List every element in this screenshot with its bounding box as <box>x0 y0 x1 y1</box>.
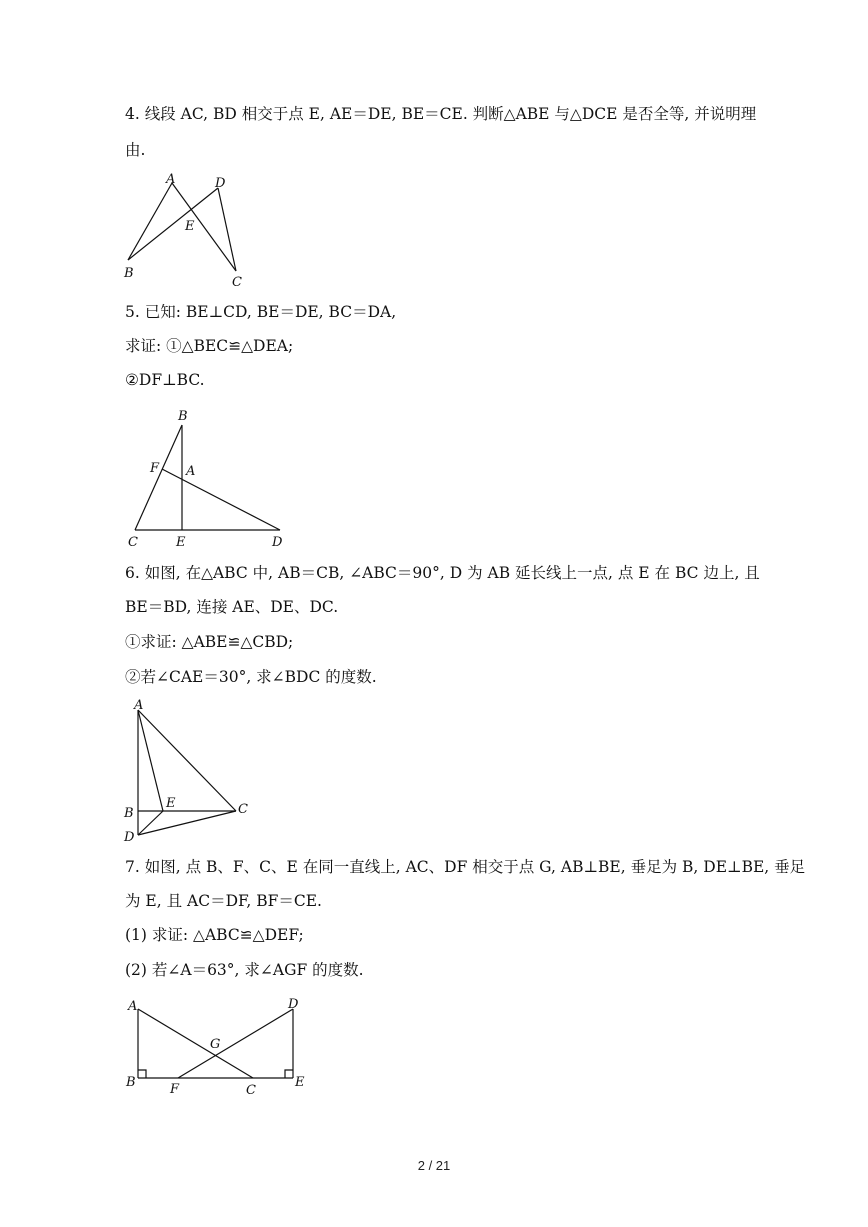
label-b: B <box>126 1075 136 1090</box>
label-b: B <box>124 266 134 281</box>
problem-5-line-2: 求证: ①△BEC≌△DEA; <box>125 337 294 355</box>
problem-6-line-4: ②若∠CAE＝30°, 求∠BDC 的度数. <box>125 668 377 686</box>
problem-7-line-1: 7. 如图, 点 B、F、C、E 在同一直线上, AC、DF 相交于点 G, AB⊥BE, 垂足为 B, DE⊥BE, 垂足 <box>125 858 806 876</box>
segment-ae <box>138 710 163 811</box>
problem-5-line-3: ②DF⊥BC. <box>125 371 205 389</box>
problem-7-line-3: (1) 求证: △ABC≌△DEF; <box>125 926 304 944</box>
label-f: F <box>170 1082 180 1097</box>
problem-7-figure <box>120 990 320 1100</box>
label-c: C <box>232 275 242 290</box>
problem-6-figure <box>118 695 268 850</box>
label-c: C <box>246 1083 256 1098</box>
page-number: 2 / 21 <box>417 1158 451 1173</box>
segment-bd <box>128 188 218 260</box>
label-a: A <box>134 698 144 713</box>
segment-fd <box>162 469 280 530</box>
label-e: E <box>166 796 176 811</box>
problem-4-line-2: 由. <box>125 141 146 159</box>
label-a: A <box>186 464 196 479</box>
right-angle-mark-e <box>285 1070 293 1078</box>
label-b: B <box>178 409 188 424</box>
label-b: B <box>124 806 134 821</box>
label-e: E <box>176 535 186 550</box>
problem-6-line-1: 6. 如图, 在△ABC 中, AB＝CB, ∠ABC＝90°, D 为 AB 延长线上一点, 点 E 在 BC 边上, 且 <box>125 564 760 582</box>
label-a: A <box>166 172 176 187</box>
problem-7-line-4: (2) 若∠A＝63°, 求∠AGF 的度数. <box>125 961 364 979</box>
segment-dc <box>138 811 236 835</box>
label-f: F <box>150 461 160 476</box>
label-c: C <box>238 802 248 817</box>
problem-4-figure <box>118 168 258 293</box>
segment-cb <box>135 425 182 530</box>
label-g: G <box>210 1037 221 1052</box>
label-d: D <box>288 997 299 1012</box>
label-d: D <box>215 176 226 191</box>
problem-5-line-1: 5. 已知: BE⊥CD, BE＝DE, BC＝DA, <box>125 303 397 321</box>
label-e: E <box>295 1075 305 1090</box>
problem-4-line-1: 4. 线段 AC, BD 相交于点 E, AE＝DE, BE＝CE. 判断△ABE 与△DCE 是否全等, 并说明理 <box>125 105 757 123</box>
problem-5-figure <box>120 400 300 550</box>
label-d: D <box>272 535 283 550</box>
problem-6-line-2: BE＝BD, 连接 AE、DE、DC. <box>125 598 339 616</box>
label-a: A <box>128 999 138 1014</box>
segment-ac <box>138 710 236 811</box>
label-d: D <box>124 830 135 845</box>
problem-6-line-3: ①求证: △ABE≌△CBD; <box>125 633 294 651</box>
segment-ab <box>128 183 172 260</box>
right-angle-mark-b <box>138 1070 146 1078</box>
label-c: C <box>128 535 138 550</box>
problem-7-line-2: 为 E, 且 AC＝DF, BF＝CE. <box>125 892 322 910</box>
label-e: E <box>185 219 195 234</box>
